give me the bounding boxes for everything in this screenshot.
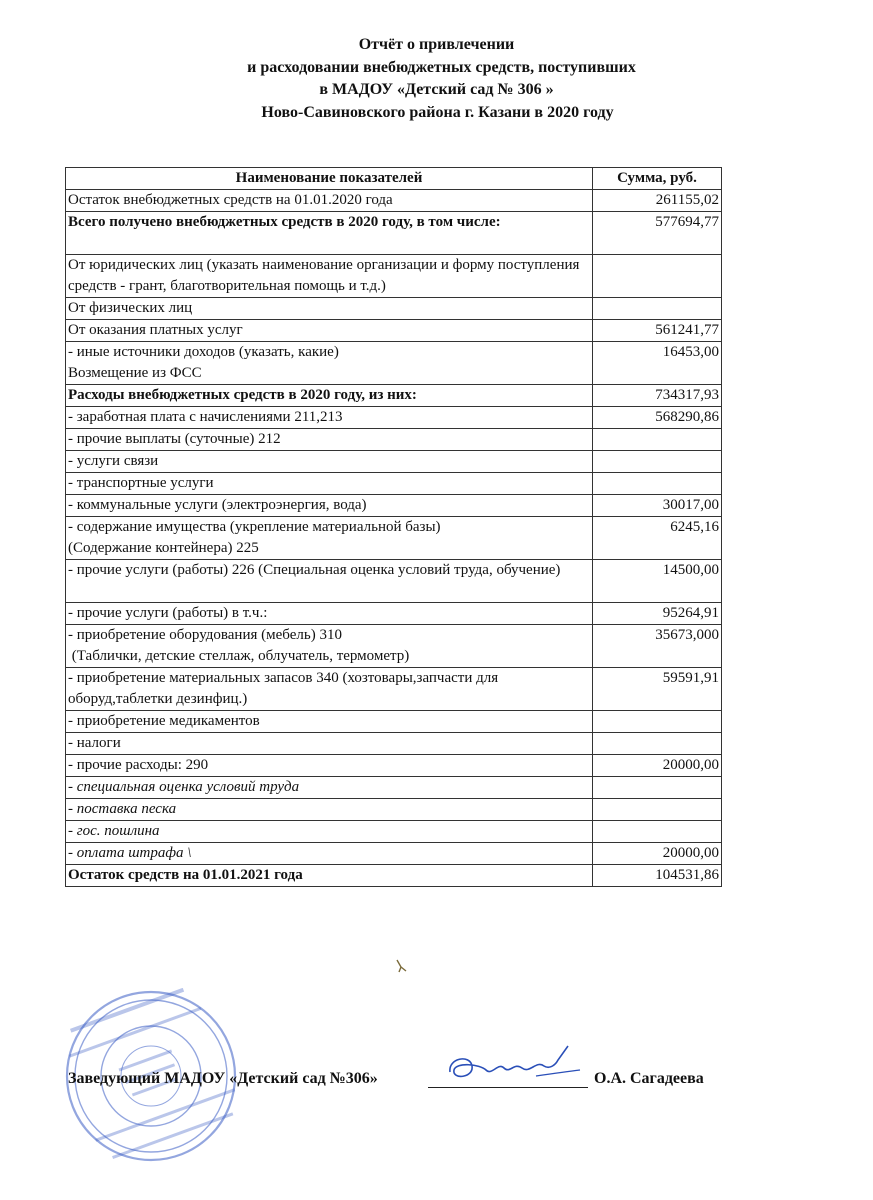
table-row [66, 711, 722, 733]
table-row [66, 255, 722, 298]
table-row [66, 429, 722, 451]
row-value [593, 473, 722, 495]
table-row [66, 473, 722, 495]
row-label [66, 342, 593, 385]
table-row [66, 407, 722, 429]
row-label: От юридических лиц (указать наименование организации и форму поступления средств - грант, благотворительная помощь и т.д.) [66, 255, 593, 298]
table-row [66, 298, 722, 320]
row-label-line-1: - содержание имущества (укрепление материальной базы) [68, 519, 441, 535]
row-label: - гос. пошлина [66, 821, 593, 843]
row-value [593, 777, 722, 799]
row-label: Остаток внебюджетных средств на 01.01.2020 года [66, 190, 593, 212]
row-value: 95264,91 [593, 603, 722, 625]
row-label: - транспортные услуги [66, 473, 593, 495]
table-row [66, 560, 722, 603]
header-name: Наименование показателей [66, 168, 593, 190]
row-label: - приобретение материальных запасов 340 (хозтовары,запчасти для оборуд,таблетки дезинфиц.) [66, 668, 593, 711]
title-line-3: в МАДОУ «Детский сад № 306 » [319, 81, 554, 98]
row-value: 568290,86 [593, 407, 722, 429]
document-title [0, 34, 873, 124]
row-label [66, 625, 593, 668]
row-value [593, 451, 722, 473]
row-label: - прочие выплаты (суточные) 212 [66, 429, 593, 451]
row-label: - коммунальные услуги (электроэнергия, вода) [66, 495, 593, 517]
row-label: - прочие расходы: 290 [66, 755, 593, 777]
table-row [66, 733, 722, 755]
row-label: - налоги [66, 733, 593, 755]
title-line-1: Отчёт о привлечении [358, 36, 515, 53]
row-label: От физических лиц [66, 298, 593, 320]
table-row [66, 342, 722, 385]
row-label-line-1: - иные источники доходов (указать, какие) [68, 344, 339, 360]
row-label: - услуги связи [66, 451, 593, 473]
row-label: - оплата штрафа \ [66, 843, 593, 865]
row-value: 20000,00 [593, 755, 722, 777]
header-sum: Сумма, руб. [593, 168, 722, 190]
table-row [66, 451, 722, 473]
table-row [66, 777, 722, 799]
row-label: - прочие услуги (работы) в т.ч.: [66, 603, 593, 625]
table-row [66, 668, 722, 711]
signature-icon [440, 1040, 590, 1090]
table-row [66, 799, 722, 821]
signatory-position: Заведующий МАДОУ «Детский сад №306» [68, 1070, 378, 1087]
table-row [66, 865, 722, 887]
title-line-4: Ново-Савиновского района г. Казани в 2020 году [261, 103, 614, 121]
row-value: 6245,16 [593, 517, 722, 560]
row-label: - поставка песка [66, 799, 593, 821]
row-value: 261155,02 [593, 190, 722, 212]
table-row [66, 495, 722, 517]
row-value: 734317,93 [593, 385, 722, 407]
row-label: - специальная оценка условий труда [66, 777, 593, 799]
row-label: - приобретение медикаментов [66, 711, 593, 733]
row-value [593, 711, 722, 733]
row-label-line-1: - приобретение оборудования (мебель) 310 [68, 627, 342, 643]
row-value [593, 429, 722, 451]
table-header-row [66, 168, 722, 190]
row-value: 20000,00 [593, 843, 722, 865]
row-value [593, 799, 722, 821]
row-value: 30017,00 [593, 495, 722, 517]
row-value: 104531,86 [593, 865, 722, 887]
row-label: - заработная плата с начислениями 211,213 [66, 407, 593, 429]
table-row [66, 603, 722, 625]
row-value [593, 733, 722, 755]
table-row [66, 385, 722, 407]
row-label: Остаток средств на 01.01.2021 года [66, 865, 593, 887]
row-value: 59591,91 [593, 668, 722, 711]
table-row [66, 821, 722, 843]
table-row [66, 190, 722, 212]
row-label: От оказания платных услуг [66, 320, 593, 342]
ink-mark [394, 958, 410, 976]
table-row [66, 755, 722, 777]
row-label: Расходы внебюджетных средств в 2020 году, из них: [66, 385, 593, 407]
row-label: Всего получено внебюджетных средств в 2020 году, в том числе: [66, 212, 593, 255]
table-row [66, 625, 722, 668]
title-line-2: и расходовании внебюджетных средств, поступивших [247, 58, 636, 76]
row-label-line-2: Возмещение из ФСС [68, 365, 202, 381]
row-label: - прочие услуги (работы) 226 (Специальная оценка условий труда, обучение) [66, 560, 593, 603]
row-value: 561241,77 [593, 320, 722, 342]
table-row [66, 843, 722, 865]
row-value [593, 255, 722, 298]
row-value [593, 298, 722, 320]
row-label-line-2: (Таблички, детские стеллаж, облучатель, термометр) [68, 648, 410, 664]
table-row [66, 517, 722, 560]
row-label [66, 517, 593, 560]
table-row [66, 212, 722, 255]
row-value: 35673,000 [593, 625, 722, 668]
row-value: 577694,77 [593, 212, 722, 255]
row-value: 16453,00 [593, 342, 722, 385]
signatory-name: О.А. Сагадеева [594, 1070, 704, 1087]
row-value [593, 821, 722, 843]
row-value: 14500,00 [593, 560, 722, 603]
report-table [65, 167, 722, 887]
row-label-line-2: (Содержание контейнера) 225 [68, 540, 259, 556]
table-row [66, 320, 722, 342]
